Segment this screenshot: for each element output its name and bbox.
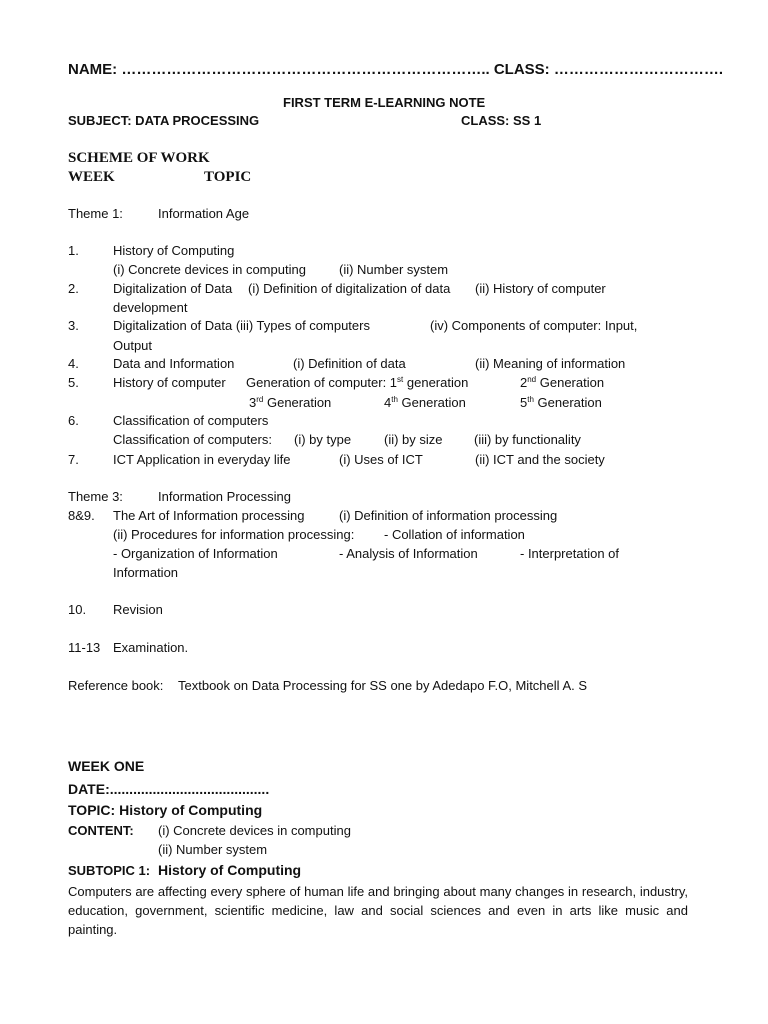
class-label: CLASS: SS 1	[461, 113, 542, 128]
reference-text: Textbook on Data Processing for SS one by Adedapo F.O, Mitchell A. S	[178, 678, 588, 693]
item-topic: Digitalization of Data (iii) Types of computers	[113, 318, 370, 333]
theme-3-title: Information Processing	[158, 489, 291, 504]
generation-first: Generation of computer: 1st generation	[246, 375, 469, 390]
item-topic: History of Computing	[113, 243, 235, 258]
content-label: CONTENT:	[68, 823, 134, 838]
item-subtopic: - Analysis of Information	[339, 546, 478, 561]
generation-second: 2nd Generation	[520, 375, 605, 390]
item-subtopic: (iv) Components of computer: Input,	[430, 318, 638, 333]
content-item: (ii) Number system	[158, 842, 268, 857]
reference-label: Reference book:	[68, 678, 164, 693]
name-class-line: NAME: ……………………………………………………………….. CLASS: …………………………….	[68, 61, 723, 78]
item-topic: History of computer	[113, 375, 226, 390]
item-subtopic: (ii) by size	[384, 432, 443, 447]
item-subtopic: (i) Definition of digitalization of data	[248, 281, 451, 296]
generation-fourth: 4th Generation	[384, 395, 466, 410]
item-number: 10.	[68, 602, 87, 617]
item-number: 4.	[68, 356, 79, 371]
item-subtopic: (ii) History of computer	[475, 281, 606, 296]
item-topic: Digitalization of Data	[113, 281, 233, 296]
subtopic-title: History of Computing	[158, 862, 302, 878]
topic-heading: TOPIC: History of Computing	[68, 802, 263, 818]
item-subtopic: (i) Concrete devices in computing	[113, 262, 306, 277]
item-subtopic: (i) Definition of information processing	[339, 508, 558, 523]
generation-third: 3rd Generation	[249, 395, 332, 410]
item-number: 2.	[68, 281, 79, 296]
item-number: 7.	[68, 452, 79, 467]
item-subtopic: Information	[113, 565, 179, 580]
item-topic: Revision	[113, 602, 163, 617]
item-number: 3.	[68, 318, 79, 333]
item-subtopic: (i) Definition of data	[293, 356, 406, 371]
item-subtopic: development	[113, 300, 188, 315]
content-item: (i) Concrete devices in computing	[158, 823, 351, 838]
topic-column-header: TOPIC	[204, 169, 252, 185]
item-number: 6.	[68, 413, 79, 428]
item-topic: ICT Application in everyday life	[113, 452, 291, 467]
item-subtopic: Output	[113, 338, 153, 353]
theme-1-label: Theme 1:	[68, 206, 123, 221]
item-topic: The Art of Information processing	[113, 508, 305, 523]
theme-1-title: Information Age	[158, 206, 250, 221]
item-number: 8&9.	[68, 508, 95, 523]
theme-3-label: Theme 3:	[68, 489, 123, 504]
note-title: FIRST TERM E-LEARNING NOTE	[283, 95, 486, 110]
scheme-title: SCHEME OF WORK	[68, 150, 210, 166]
item-subtopic: - Collation of information	[384, 527, 525, 542]
item-topic: Data and Information	[113, 356, 235, 371]
item-topic: Classification of computers	[113, 413, 269, 428]
item-topic: Examination.	[113, 640, 189, 655]
week-column-header: WEEK	[68, 169, 115, 185]
item-subtopic: Classification of computers:	[113, 432, 272, 447]
subject-label: SUBJECT: DATA PROCESSING	[68, 113, 260, 128]
item-subtopic: (ii) Procedures for information processing:	[113, 527, 355, 542]
item-subtopic: (i) by type	[294, 432, 352, 447]
item-subtopic: (ii) ICT and the society	[475, 452, 605, 467]
body-paragraph: Computers are affecting every sphere of human life and bringing about many changes in research, industry, education, government, scientific medicine, law and social sciences and even in arts like music and painting.	[68, 884, 688, 937]
generation-fifth: 5th Generation	[520, 395, 602, 410]
item-subtopic: (ii) Number system	[339, 262, 449, 277]
week-one-title: WEEK ONE	[68, 758, 145, 774]
item-subtopic: (ii) Meaning of information	[475, 356, 626, 371]
item-subtopic: - Organization of Information	[113, 546, 278, 561]
subtopic-label: SUBTOPIC 1:	[68, 863, 151, 878]
item-subtopic: (iii) by functionality	[474, 432, 581, 447]
item-number: 11-13	[68, 640, 101, 655]
item-subtopic: - Interpretation of	[520, 546, 619, 561]
item-subtopic: (i) Uses of ICT	[339, 452, 423, 467]
item-number: 1.	[68, 243, 79, 258]
item-number: 5.	[68, 375, 79, 390]
date-line: DATE:.........................................	[68, 781, 270, 797]
